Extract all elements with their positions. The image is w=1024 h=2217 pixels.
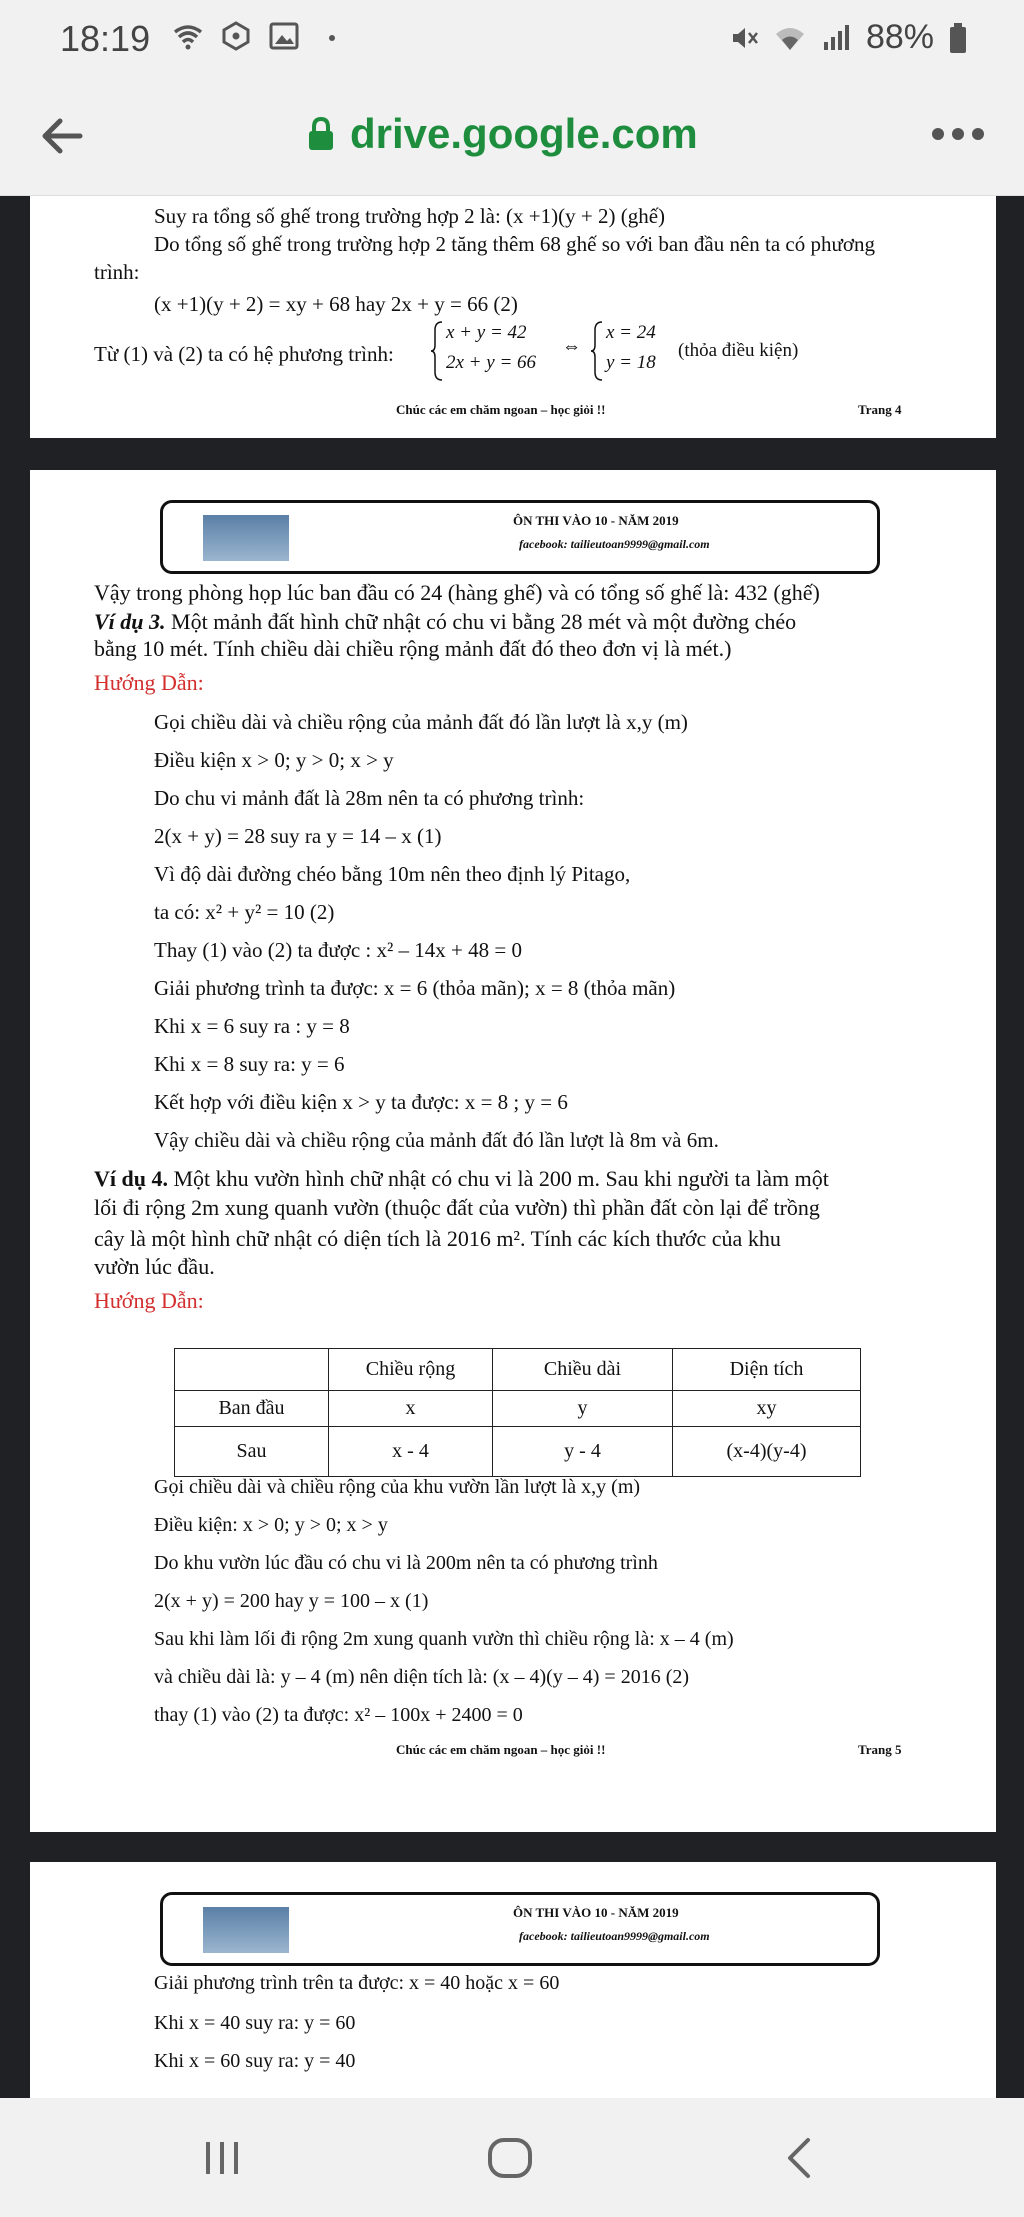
document-page-6	[30, 1862, 996, 2098]
text-line: cây là một hình chữ nhật có diện tích là 2016 m². Tính các kích thước của khu	[94, 1226, 781, 1251]
text-line: Do khu vườn lúc đầu có chu vi là 200m nên ta có phương trình	[154, 1552, 658, 1574]
text-line	[94, 1166, 829, 1192]
status-time: 18:19	[60, 18, 151, 59]
status-icons-right	[728, 18, 968, 57]
table-cell: y - 4	[493, 1427, 673, 1477]
home-icon[interactable]	[484, 2132, 536, 2184]
table-header-row	[175, 1349, 861, 1391]
text-line	[94, 609, 796, 635]
text-line: 2(x + y) = 28 suy ra y = 14 – x (1)	[154, 824, 442, 848]
header-title: ÔN THI VÀO 10 - NĂM 2019	[513, 1905, 679, 1920]
dot-icon	[316, 20, 348, 52]
text-fragment: Một khu vườn hình chữ nhật có chu vi là 200 m. Sau khi người ta làm một	[173, 1166, 829, 1191]
browser-address-bar	[0, 78, 1024, 196]
text-line: (x +1)(y + 2) = xy + 68 hay 2x + y = 66 (2)	[154, 292, 518, 316]
document-page-4	[30, 196, 996, 438]
url-text: drive.google.com	[350, 110, 698, 157]
image-icon	[268, 20, 300, 52]
equation-system	[430, 320, 850, 380]
text-line: và chiều dài là: y – 4 (m) nên diện tích là: (x – 4)(y – 4) = 2016 (2)	[154, 1666, 690, 1688]
equivalence-symbol: ⇔	[562, 336, 581, 357]
text-line: Vậy chiều dài và chiều rộng của mảnh đất đó lần lượt là 8m và 6m.	[154, 1128, 719, 1152]
text-line: 2(x + y) = 200 hay y = 100 – x (1)	[154, 1590, 429, 1612]
text-line: thay (1) vào (2) ta được: x² – 100x + 2400 = 0	[154, 1704, 523, 1726]
page-footer: Chúc các em chăm ngoan – học giỏi !!	[396, 1742, 606, 1757]
text-line: Điều kiện x > 0; y > 0; x > y	[154, 748, 394, 772]
table-header-cell: Chiều dài	[493, 1349, 673, 1391]
equation: 2x + y = 66	[446, 352, 537, 373]
recent-apps-icon[interactable]	[196, 2132, 248, 2184]
equation: x + y = 42	[446, 322, 527, 343]
back-icon[interactable]	[774, 2132, 826, 2184]
more-menu-icon[interactable]	[930, 122, 986, 146]
page-number: Trang 5	[858, 1742, 902, 1757]
hint-heading: Hướng Dẫn:	[94, 1288, 204, 1313]
header-facebook: facebook: tailieutoan9999@gmail.com	[519, 537, 710, 551]
document-page-5	[30, 470, 996, 1832]
header-facebook: facebook: tailieutoan9999@gmail.com	[519, 1929, 710, 1943]
text-line: bằng 10 mét. Tính chiều dài chiều rộng mảnh đất đó theo đơn vị là mét.)	[94, 636, 732, 661]
text-line: Kết hợp với điều kiện x > y ta được: x = 8 ; y = 6	[154, 1090, 568, 1114]
status-icons-left	[172, 20, 348, 52]
back-arrow-icon[interactable]	[38, 112, 86, 160]
table-cell: y	[493, 1391, 673, 1427]
text-line: Khi x = 6 suy ra : y = 8	[154, 1014, 350, 1038]
text-line: Thay (1) vào (2) ta được : x² – 14x + 48 = 0	[154, 938, 522, 962]
battery-icon	[948, 22, 968, 54]
left-brace-icon	[430, 320, 444, 382]
text-fragment: Một mảnh đất hình chữ nhật có chu vi bằng 28 mét và một đường chéo	[171, 609, 797, 634]
text-line: Giải phương trình ta được: x = 6 (thỏa mãn); x = 8 (thỏa mãn)	[154, 976, 676, 1000]
hexagon-icon	[220, 20, 252, 52]
text-line: Khi x = 8 suy ra: y = 6	[154, 1052, 345, 1076]
mute-icon	[728, 22, 760, 54]
text-line: Gọi chiều dài và chiều rộng của mảnh đất đó lần lượt là x,y (m)	[154, 710, 688, 734]
header-title: ÔN THI VÀO 10 - NĂM 2019	[513, 513, 679, 528]
page-header	[160, 500, 880, 574]
table-cell: Sau	[175, 1427, 329, 1477]
lock-icon	[306, 116, 336, 152]
text-line: Suy ra tổng số ghế trong trường hợp 2 là: (x +1)(y + 2) (ghế)	[154, 204, 666, 228]
url-field[interactable]	[306, 110, 698, 158]
equation: y = 18	[606, 352, 656, 373]
battery-percent: 88%	[865, 18, 934, 56]
wifi-call-icon	[172, 20, 204, 52]
status-bar	[0, 0, 1024, 78]
text-line: Vậy trong phòng họp lúc ban đầu có 24 (hàng ghế) và có tổng số ghế là: 432 (ghế)	[94, 580, 820, 605]
hint-heading: Hướng Dẫn:	[94, 670, 204, 695]
text-line: Vì độ dài đường chéo bằng 10m nên theo định lý Pitago,	[154, 862, 631, 886]
table-header-cell: Diện tích	[673, 1349, 861, 1391]
text-line: Khi x = 40 suy ra: y = 60	[154, 2012, 356, 2034]
document-viewer[interactable]	[0, 196, 1024, 2098]
text-line: Khi x = 60 suy ra: y = 40	[154, 2050, 356, 2072]
left-brace-icon	[590, 320, 604, 382]
text-line: vườn lúc đầu.	[94, 1254, 215, 1279]
page-number: Trang 4	[858, 402, 902, 417]
text-line: Giải phương trình trên ta được: x = 40 hoặc x = 60	[154, 1972, 560, 1994]
equation: x = 24	[606, 322, 656, 343]
text-line: ta có: x² + y² = 10 (2)	[154, 900, 335, 924]
signal-icon	[820, 22, 852, 54]
text-line: Do chu vi mảnh đất là 28m nên ta có phương trình:	[154, 786, 585, 810]
table-cell: Ban đầu	[175, 1391, 329, 1427]
header-logo	[203, 1907, 289, 1953]
example-label: Ví dụ 3.	[94, 609, 166, 634]
condition-note: (thỏa điều kiện)	[678, 340, 799, 361]
text-line: trình:	[94, 260, 140, 284]
data-table	[174, 1348, 861, 1477]
text-line: Sau khi làm lối đi rộng 2m xung quanh vườn thì chiều rộng là: x – 4 (m)	[154, 1628, 734, 1650]
table-cell	[175, 1349, 329, 1391]
example-label: Ví dụ 4.	[94, 1166, 168, 1191]
table-row	[175, 1427, 861, 1477]
table-cell: (x-4)(y-4)	[673, 1427, 861, 1477]
table-cell: x	[329, 1391, 493, 1427]
text-line: lối đi rộng 2m xung quanh vườn (thuộc đất của vườn) thì phần đất còn lại để trồng	[94, 1195, 820, 1220]
text-line: Từ (1) và (2) ta có hệ phương trình:	[94, 342, 394, 366]
wifi-icon	[774, 22, 806, 54]
table-cell: x - 4	[329, 1427, 493, 1477]
table-cell: xy	[673, 1391, 861, 1427]
page-header	[160, 1892, 880, 1966]
text-line: Điều kiện: x > 0; y > 0; x > y	[154, 1514, 388, 1536]
header-logo	[203, 515, 289, 561]
page-footer: Chúc các em chăm ngoan – học giỏi !!	[396, 402, 606, 417]
text-line: Gọi chiều dài và chiều rộng của khu vườn lần lượt là x,y (m)	[154, 1476, 641, 1498]
navigation-bar	[0, 2098, 1024, 2217]
text-line: Do tổng số ghế trong trường hợp 2 tăng thêm 68 ghế so với ban đầu nên ta có phương	[154, 232, 875, 256]
table-header-cell: Chiều rộng	[329, 1349, 493, 1391]
table-row	[175, 1391, 861, 1427]
